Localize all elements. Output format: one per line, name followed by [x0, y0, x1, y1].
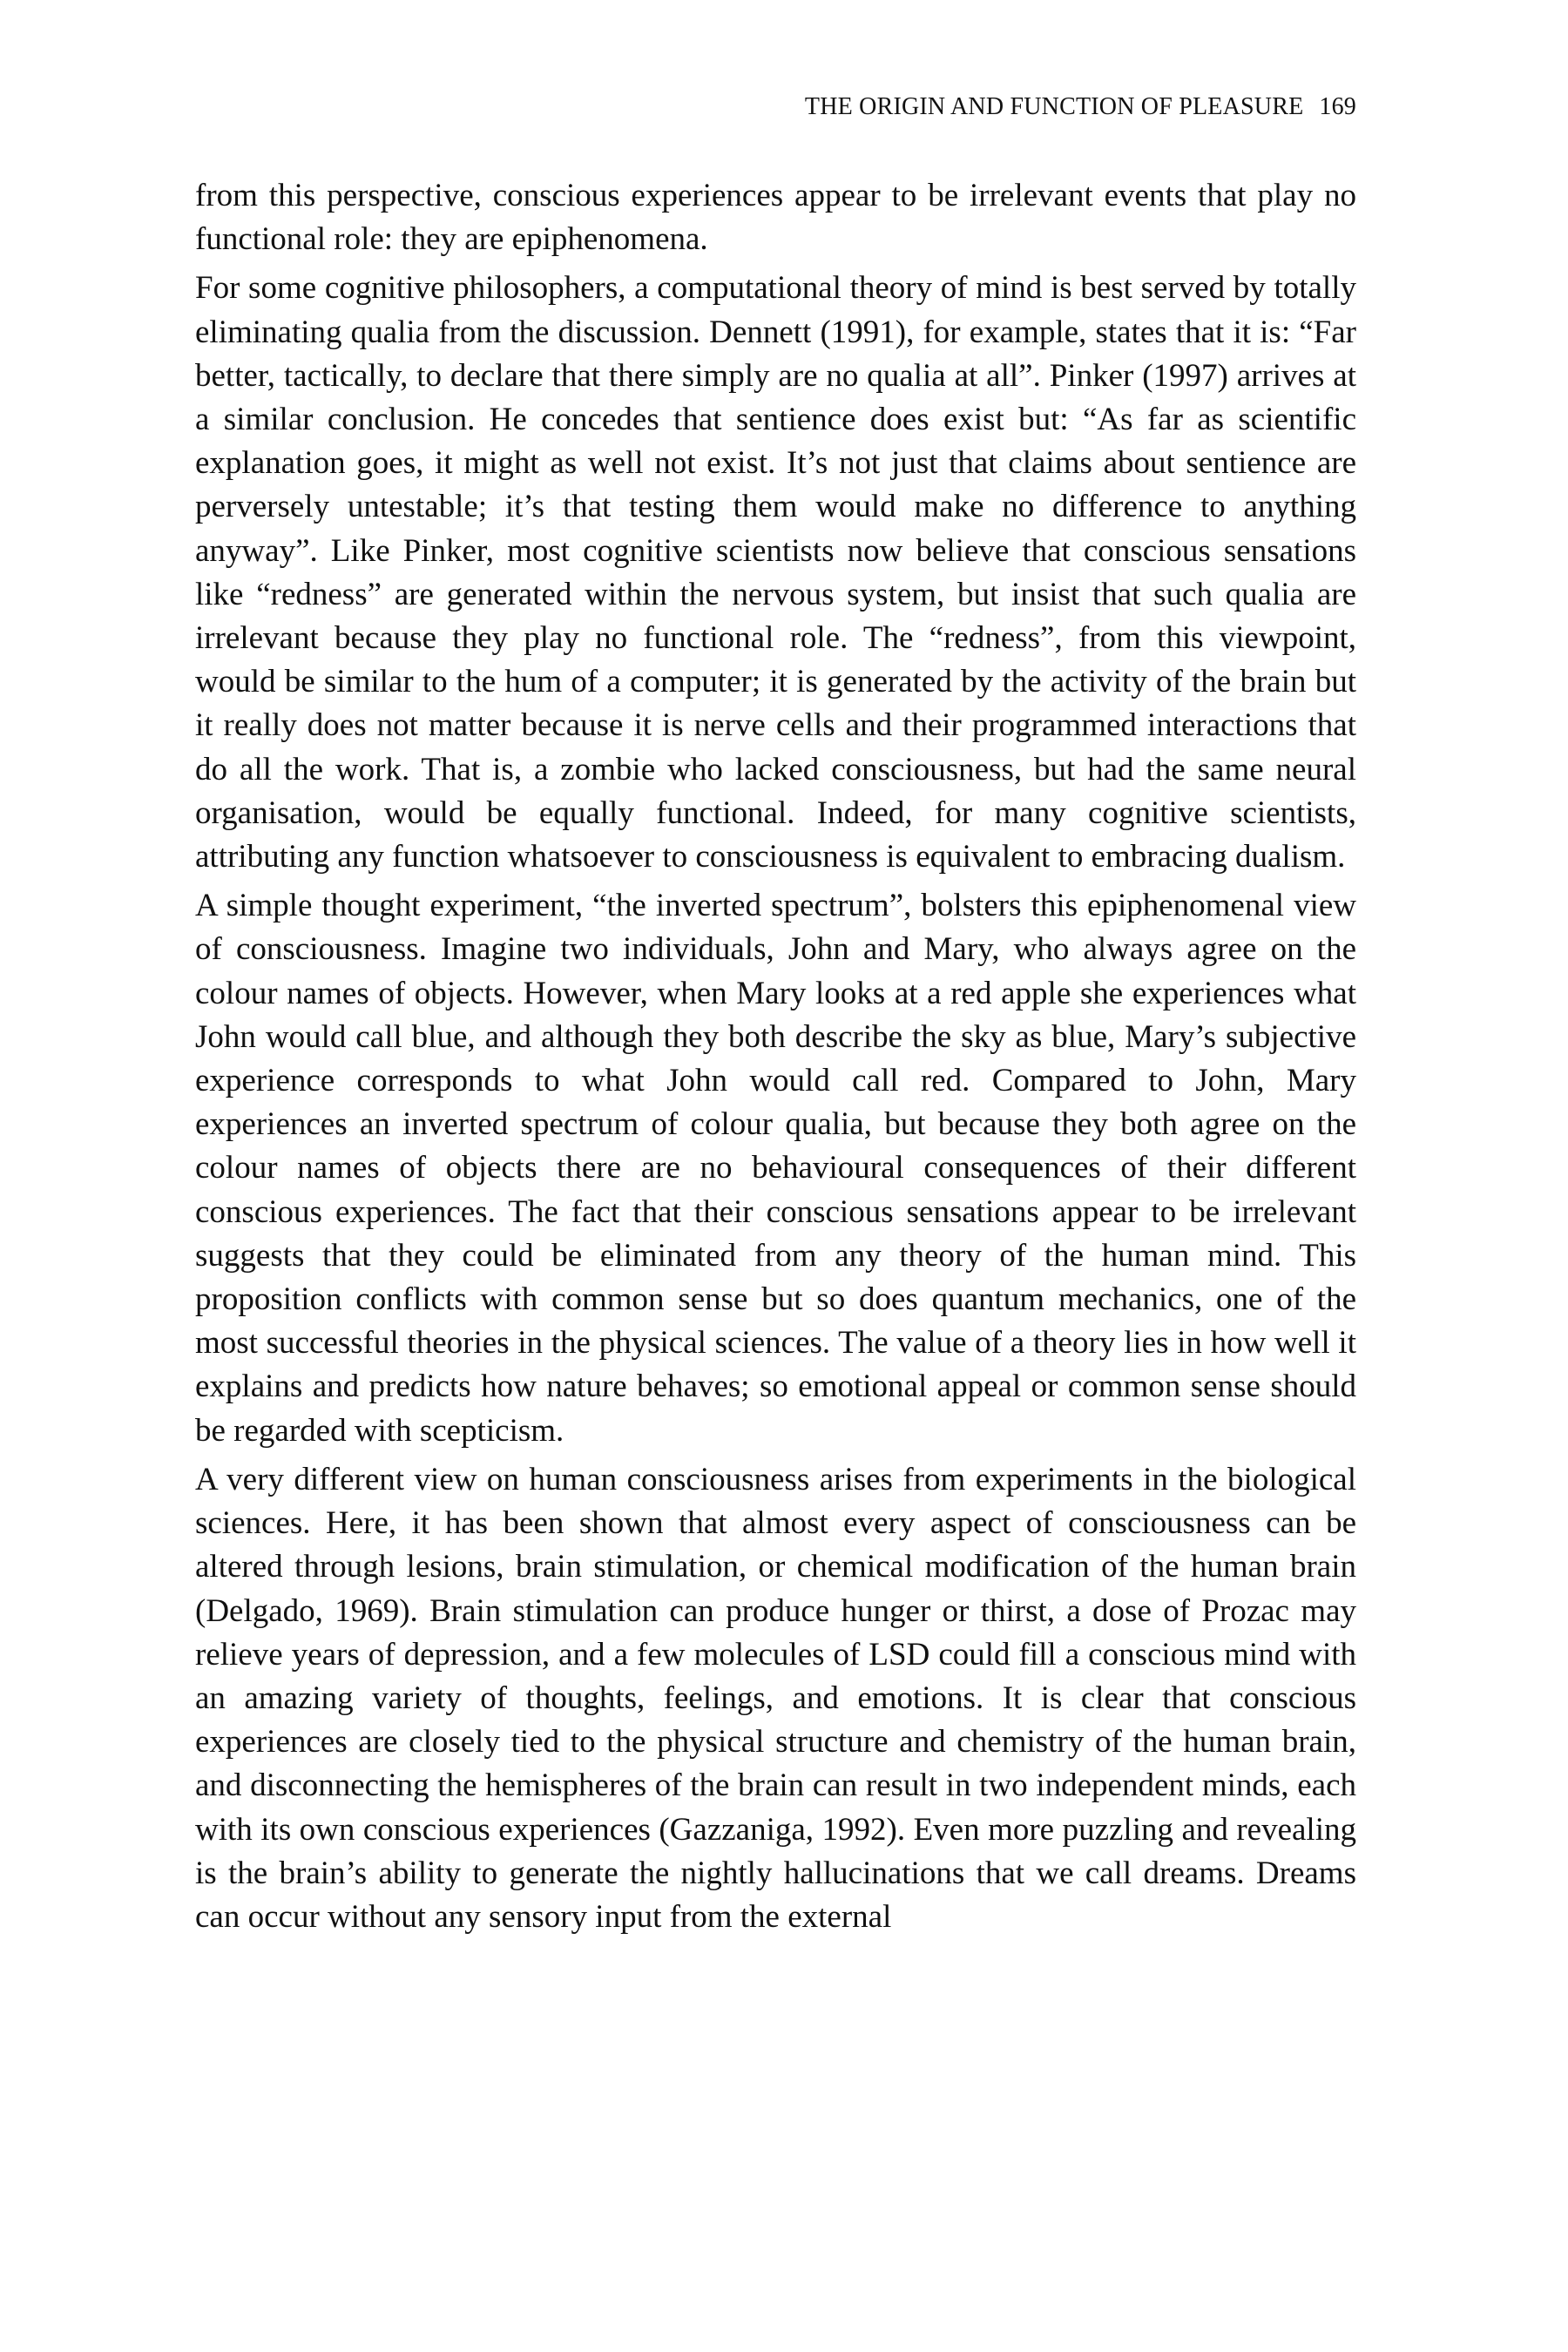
running-title: THE ORIGIN AND FUNCTION OF PLEASURE	[804, 93, 1304, 120]
running-head	[805, 91, 1356, 123]
body-text	[195, 174, 1356, 1939]
paragraph-biological-view: A very different view on human consciousness arises from experiments in the biological sciences. Here, it has been shown that almost every aspect of consciousness can be altered through lesions, brain stimulation, or chemical modification of the human brain (Delgado, 1969). Brain stimulation can produce hunger or thirst, a dose of Prozac may relieve years of depression, and a few molecules of LSD could fill a conscious mind with an amazing variety of thoughts, feelings, and emotions. It is clear that conscious experiences are closely tied to the physical structure and chemistry of the human brain, and disconnecting the hemispheres of the brain can result in two independent minds, each with its own conscious experiences (Gazzaniga, 1992). Even more puzzling and revealing is the brain’s ability to generate the nightly hallucinations that we call dreams. Dreams can occur without any sensory input from the external	[195, 1461, 1356, 1935]
paragraph-inverted-spectrum: A simple thought experiment, “the inverted spectrum”, bolsters this epiphenomenal view of consciousness. Imagine two individuals, John and Mary, who always agree on the colour names of objects. However, when Mary looks at a red apple she experiences what John would call blue, and although they both describe the sky as blue, Mary’s subjective experience corresponds to what John would call red. Compared to John, Mary experiences an inverted spectrum of colour qualia, but because they both agree on the colour names of objects there are no behavioural consequences of their different conscious experiences. The fact that their conscious sensations appear to be irrelevant suggests that they could be eliminated from any theory of the human mind. This proposition conflicts with common sense but so does quantum mechanics, one of the most successful theories in the physical sciences. The value of a theory lies in how well it explains and predicts how nature behaves; so emotional appeal or common sense should be regarded with scepticism.	[195, 888, 1356, 1449]
page-number: 169	[1319, 93, 1356, 120]
paragraph-qualia-elimination: For some cognitive philosophers, a computational theory of mind is best served by totally eliminating qualia from the discussion. Dennett (1991), for example, states that it is: “Far better, tactically, to declare that there simply are no qualia at all”. Pinker (1997) arrives at a similar conclusion. He concedes that sentience does exist but: “As far as scientific explanation goes, it might as well not exist. It’s not just that claims about sentience are perversely untestable; it’s that testing them would make no difference to anything anyway”. Like Pinker, most cognitive scientists now believe that conscious sensations like “redness” are generated within the nervous system, but insist that such qualia are irrelevant because they play no functional role. The “redness”, from this viewpoint, would be similar to the hum of a computer; it is generated by the activity of the brain but it really does not matter because it is nerve cells and their programmed interactions that do all the work. That is, a zombie who lacked consciousness, but had the same neural organisation, would be equally functional. Indeed, for many cognitive scientists, attributing any function whatsoever to consciousness is equivalent to embracing dualism.	[195, 270, 1356, 875]
paragraph-continuation: from this perspective, conscious experiences appear to be irrelevant events that play no functional role: they are epiphenomena.	[195, 178, 1356, 258]
